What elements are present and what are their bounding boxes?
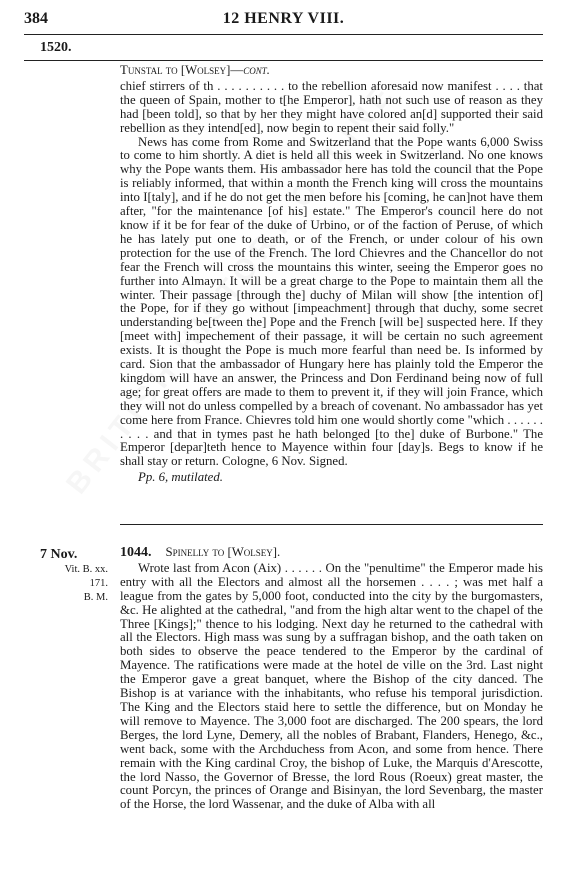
running-head: 12 HENRY VIII. — [222, 10, 345, 27]
paragraph: chief stirrers of th . . . . . . . . . . to the rebellion aforesaid now manifest . . . . that the queen of Spain, mother to t[he Emperor], hath not such use of reason as they had [been told], so that by her they might have colored an[d] supported their said rebellion as they intend[ed], now begin to repent their said folly." — [120, 78, 543, 135]
paragraph: Wrote last from Acon (Aix) . . . . . . On the "penultime" the Emperor made his entry with all the Electors and almost all the horsemen . . . . ; was met half a league from the gates by 5,000 foot, conducted into the city by the burgomasters, &c. He alighted at the cathedral, "and from the high altar went to the chapel of the Three [Kings];" thence to his lodging. Next day he returned to the cathedral with all the Electors. High mass was sung by a suffragan bishop, and the oath taken on both sides to observe the peace tendered to the Emperor by the cardinal of Mayence. The ratifications were made at the hotel de ville on the 3rd. Last night the Emperor gave a great banquet, where the Bishop of the city danced. The Bishop is at variance with the inhabitants, who refuse his temporal jurisdiction. The King and the Electors staid here to settle the difference, but on Monday he will remove to Mayence. The 3,000 foot are discharged. The 200 spears, the lord Berges, the lord Lyne, Demery, all the nobles of Brabant, Flanders, Henego, &c., went back, some with the Archduchess from Acon, and some from hence. There remain with the King cardinal Croy, the bishop of Luke, the Marquis d'Arescotte, the lord Nasso, the Governor of Bresse, the lord Rous (Roeux) great master, the count Porcyn, the princes of Orange and Bisinyan, the lord Sevenbarg, the master of the Horse, the lord Wassenar, and the duke of Alba with all — [120, 560, 543, 812]
margin-notes — [40, 548, 112, 604]
manuscript-ref: 171. — [89, 577, 108, 589]
entry-title-text: Tunstal to [Wolsey]— — [120, 63, 244, 77]
page-header — [24, 10, 543, 32]
entry-tunstal — [120, 64, 543, 485]
entry-date: 7 Nov. — [40, 547, 78, 562]
paragraph: News has come from Rome and Switzerland that the Pope wants 6,000 Swiss to come to him shortly. A diet is held all this week in Switzerland. No one knows why the Pope wants them. His ambassador here has told the council that the Pope is reliably informed, that within a month the French king will cross the mountains into I[taly], and if he do not get the men before his [coming, he can]not have them after, "for the maintenance [of his] estate." The Emperor's council here do not know if it be for fear of the duke of Urbino, or of the faction of Peruse, of which he has lately put one to death, or of the French, or under colour of his own protection for the use of the French. The lord Chievres and the Chancellor do not fear the French will cross the mountains this winter, seeing the Emperor goes no further into Almayn. It will be a great charge to the Pope to maintain them all the winter. Their passage [through the] duchy of Milan will show [the intention of] the Pope, for if they go without [impeachment] through that duchy, some secret understanding be[tween the] Pope and the French [will be] suspected here. If they [meet with] impechement of their passage, it will be certain no such agreement exists. It is thought the Pope is much more fearful than need be. Is informed by card. Sion that the ambassador of Hungary here has plainly told the Emperor the kingdom will have an answer, the Princess and Don Ferdinand being now of full age; for great offers are made to them to prevent it, if they will join France, which they will not do unless compelled by a breach of covenant. No ambassador has yet come here from France. Chievres told him one would shortly come "which . . . . . . . . . . and that in tymes past he hath belonged [to the] duke of Burbone." The Emperor [depar]teth hence to Mayence within four [day]s. Begs to know if he shall stay or return. Cologne, 6 Nov. Signed. — [120, 134, 543, 469]
page-note: Pp. 6, mutilated. — [138, 470, 223, 485]
header-rule — [24, 34, 543, 35]
entry-heading — [120, 546, 543, 560]
manuscript-ref: B. M. — [83, 591, 108, 603]
manuscript-ref: Vit. B. xx. — [64, 563, 108, 575]
entry-title-cont: cont. — [243, 63, 270, 77]
year-rule — [24, 60, 543, 61]
entry-number: 1044. — [120, 545, 152, 560]
page-number: 384 — [24, 10, 48, 27]
entry-title: Spinelly to [Wolsey]. — [165, 545, 281, 559]
year-label: 1520. — [40, 40, 72, 55]
entry-spinelly — [120, 546, 543, 812]
entry-title — [120, 64, 543, 78]
entry-divider — [120, 524, 543, 525]
